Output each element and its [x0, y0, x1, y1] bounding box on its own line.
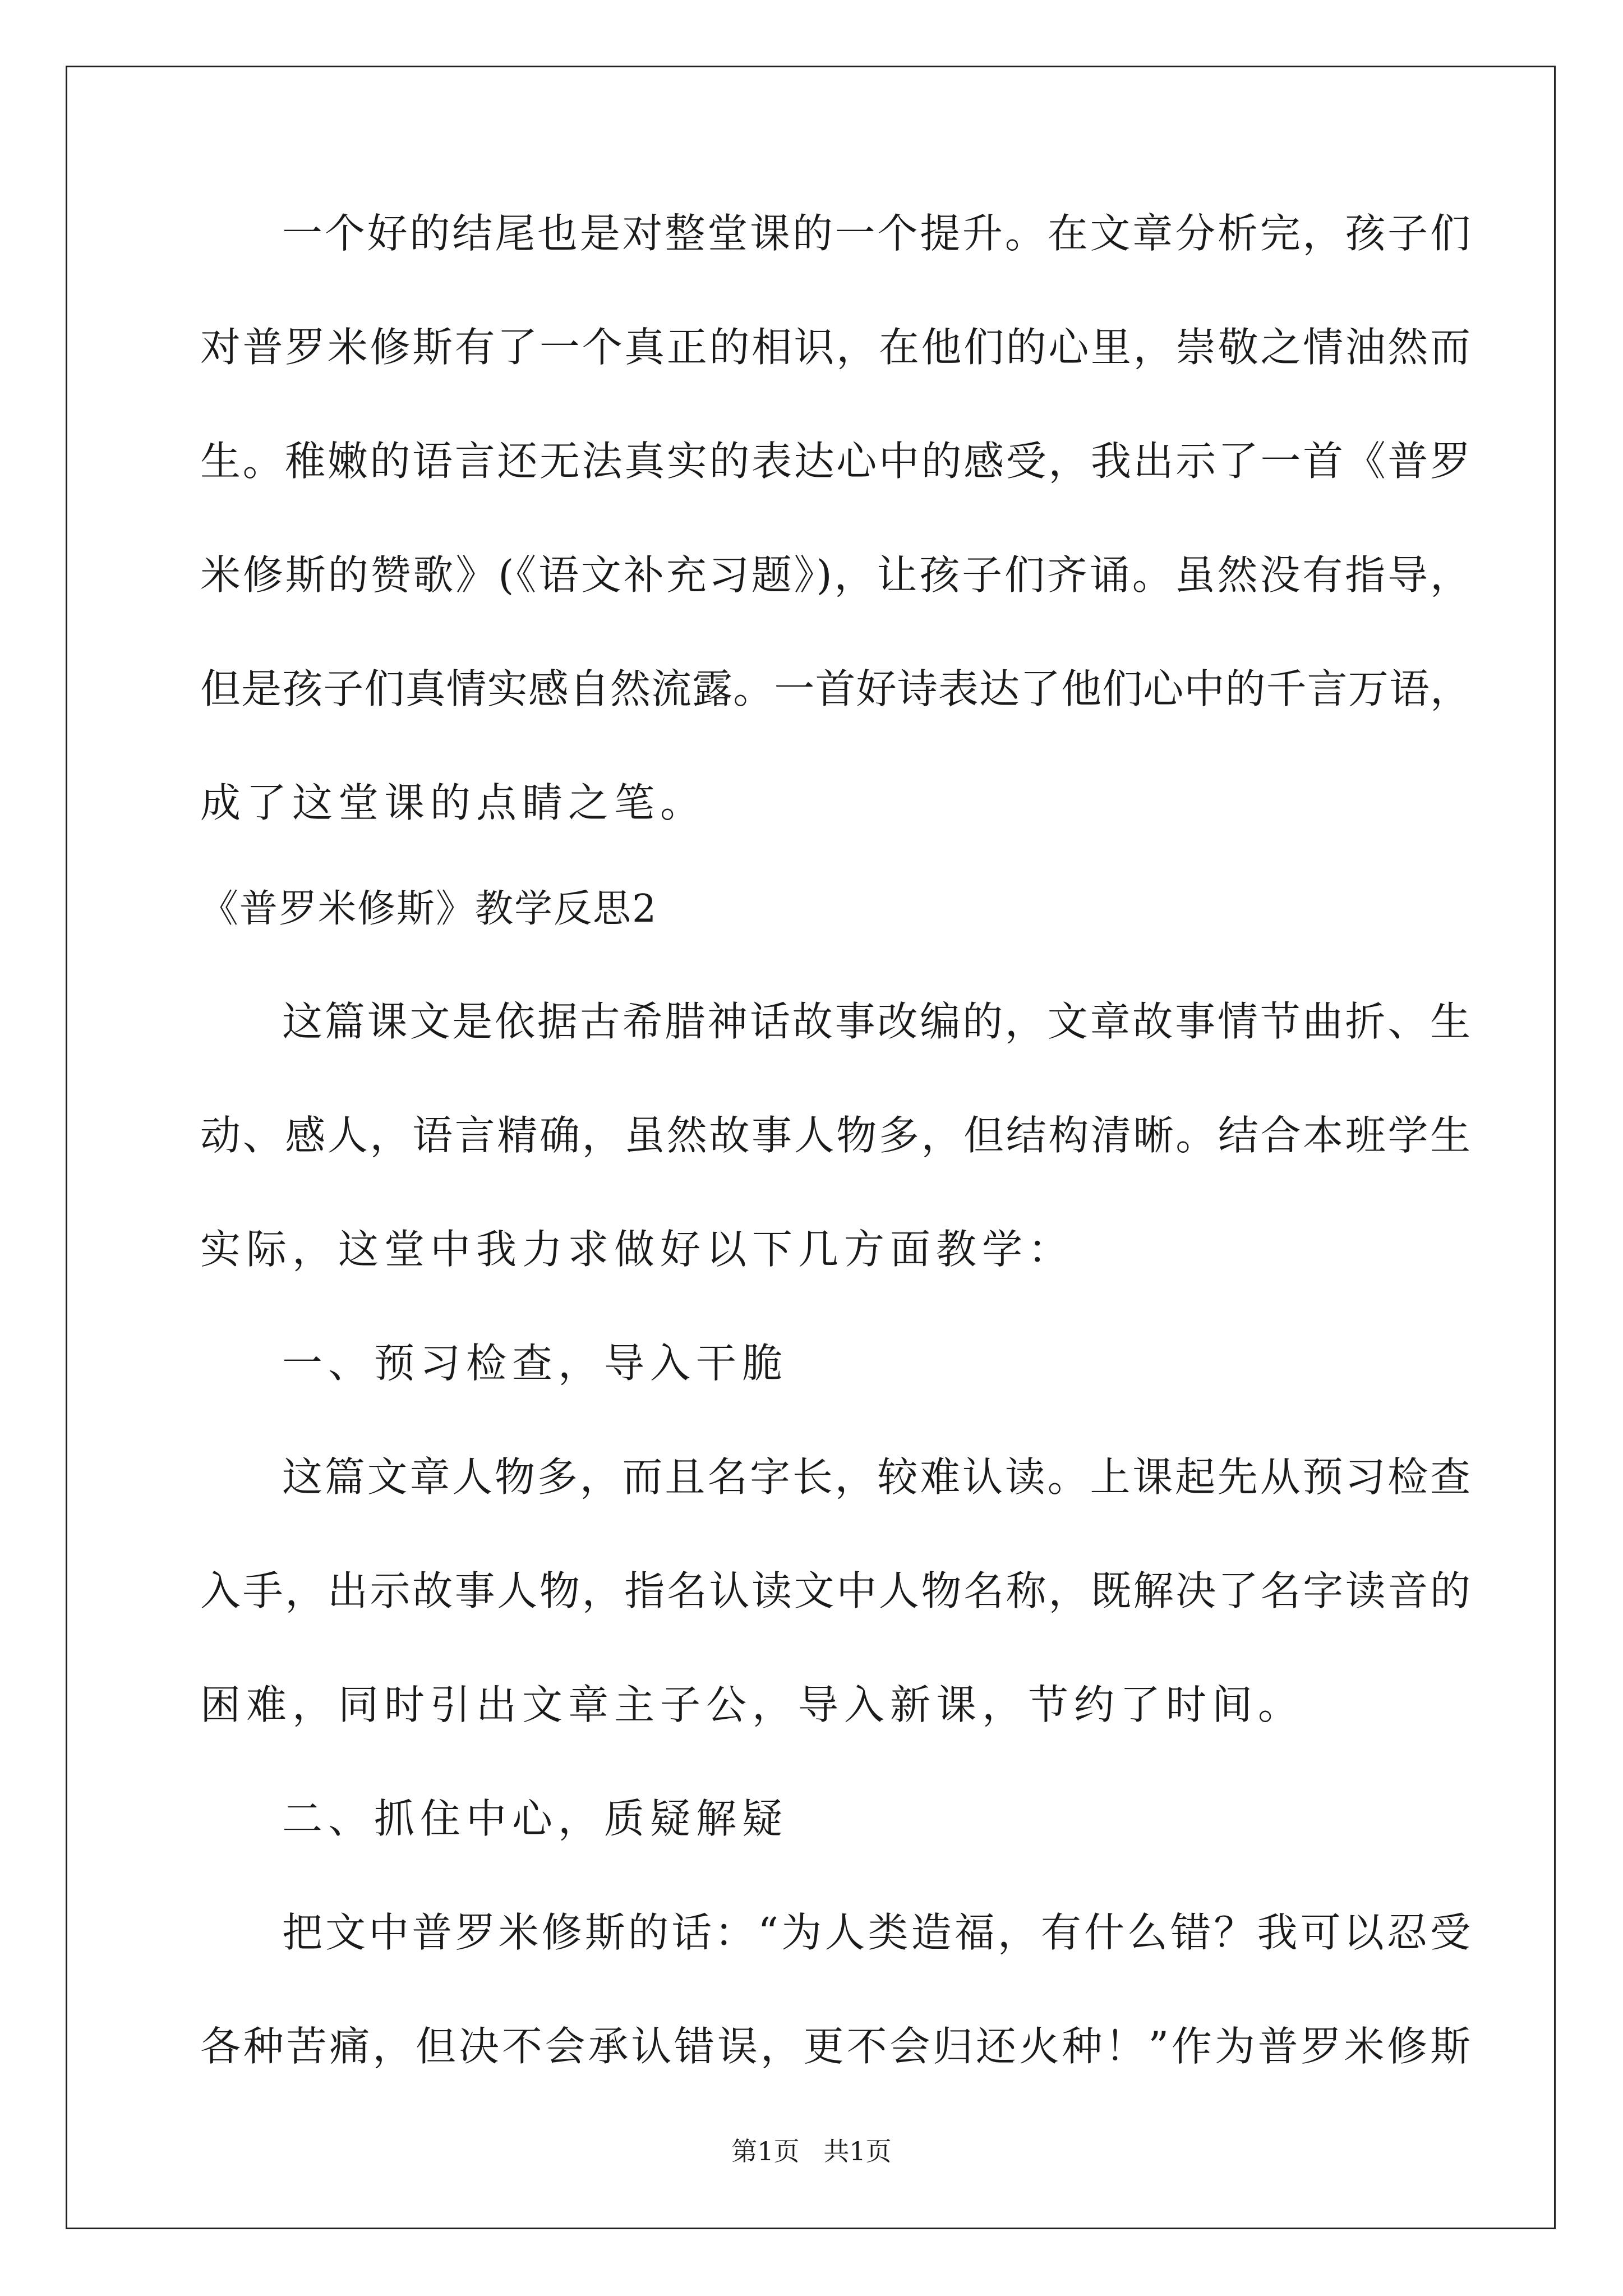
- paragraph-line: 生。稚嫩的语言还无法真实的表达心中的感受，我出示了一首《普罗: [200, 438, 1470, 485]
- page-footer: [0, 2138, 1623, 2164]
- paragraph-line: 这篇课文是依据古希腊神话故事改编的，文章故事情节曲折、生: [282, 998, 1470, 1045]
- paragraph-line: 一个好的结尾也是对整堂课的一个提升。在文章分析完，孩子们: [282, 210, 1470, 257]
- subheading: 二、抓住中心，质疑解疑: [282, 1795, 789, 1842]
- page-number: 第1页: [731, 2136, 800, 2166]
- paragraph-line: 米修斯的赞歌》(《语文补充习题》)，让孩子们齐诵。虽然没有指导，: [200, 551, 1470, 599]
- paragraph-line: 成了这堂课的点睛之笔。: [200, 779, 707, 826]
- paragraph-line: 入手，出示故事人物，指名认读文中人物名称，既解决了名字读音的: [200, 1567, 1470, 1614]
- paragraph-line: 但是孩子们真情实感自然流露。一首好诗表达了他们心中的千言万语，: [200, 665, 1470, 712]
- paragraph-line: 各种苦痛，但决不会承认错误，更不会归还火种！”作为普罗米修斯: [200, 2023, 1470, 2070]
- paragraph-line: 这篇文章人物多，而且名字长，较难认读。上课起先从预习检查: [282, 1453, 1470, 1501]
- page-total: 共1页: [823, 2136, 892, 2166]
- paragraph-line: 动、感人，语言精确，虽然故事人物多，但结构清晰。结合本班学生: [200, 1112, 1470, 1159]
- paragraph-line: 实际，这堂中我力求做好以下几方面教学：: [200, 1226, 1075, 1273]
- section-title: 《普罗米修斯》教学反思2: [200, 887, 658, 931]
- subheading: 一、预习检查，导入干脆: [282, 1340, 789, 1387]
- paragraph-line: 把文中普罗米修斯的话：“为人类造福，有什么错？我可以忍受: [282, 1909, 1470, 1956]
- paragraph-line: 对普罗米修斯有了一个真正的相识，在他们的心里，崇敬之情油然而: [200, 324, 1470, 371]
- paragraph-line: 困难，同时引出文章主子公，导入新课，节约了时间。: [200, 1681, 1304, 1728]
